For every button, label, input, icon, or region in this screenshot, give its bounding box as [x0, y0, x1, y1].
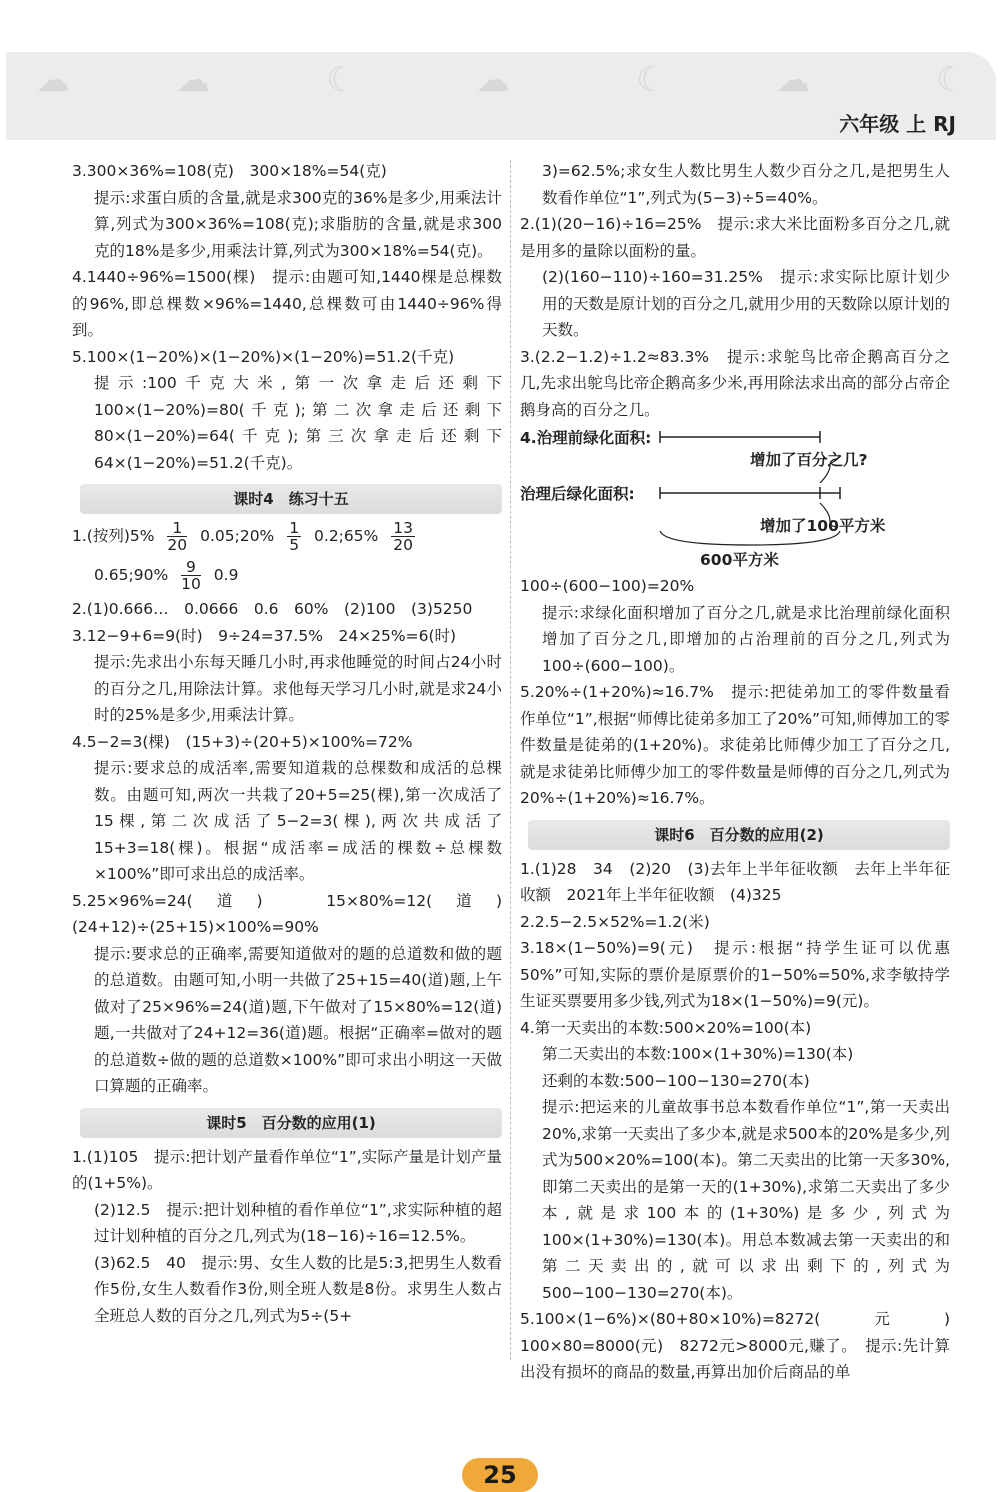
answer-q5: 5.25×96%=24(道) 15×80%=12(道) (24+12)÷(25+15)×100%=90% — [72, 891, 518, 936]
grade-label: 六年级 上 RJ — [839, 112, 956, 136]
hint-3: 提示:求蛋白质的含量,就是求300克的36%是多少,用乘法计算,列式为300×36%=108(克);求脂肪的含量,就是求300克的18%是多少,用乘法计算,列式为300×18%=54(克)。 — [94, 188, 502, 260]
fraction-1-5: $\frac{1}{5}$ — [289, 519, 300, 554]
fraction-1-20: $\frac{1}{20}$ — [167, 519, 188, 554]
answer-b5: 5.100×(1−6%)×(80+80×10%)=8272(元) 100×80=8000(元) 8272元>8000元,赚了。 提示:先计算出没有损坏的商品的数量,再算出加价后商品的单 — [520, 1310, 966, 1381]
answer-3: 3.300×36%=108(克) 300×18%=54(克) — [72, 162, 387, 180]
answer-a4: 100÷(600−100)=20% — [520, 577, 695, 595]
moon-icon: ☾ — [936, 60, 967, 100]
fraction-9-10: $\frac{9}{10}$ — [181, 558, 201, 593]
answer-b3: 3.18×(1−50%)=9(元) 提示:根据“持学生证可以优惠50%”可知,实际的票价是原票价的1−50%=50%,求李敏持学生证买票要用多少钱,列式为18×(1−50%)=9(元)。 — [520, 939, 950, 1010]
q1-text: 0.2;65% — [314, 527, 379, 545]
hint-q4: 提示:要求总的成活率,需要知道栽的总棵数和成活的总棵数。由题可知,两次一共栽了20+5=25(棵),第一次成活了15棵,第二次成活了5−2=3(棵),两次共成活了15+3=18(棵)。根据“成活率=成活的棵数÷总棵数×100%”即可求出总的成活率。 — [94, 759, 502, 883]
answer-b4-2: 第二天卖出的本数:100×(1+30%)=130(本) — [542, 1045, 854, 1063]
answer-q2: 2.(1)0.666… 0.0666 0.6 60% (2)100 (3)5250 — [72, 600, 473, 618]
answer-5: 5.100×(1−20%)×(1−20%)×(1−20%)=51.2(千克) — [72, 347, 455, 366]
section-title-lesson4: 课时4 练习十五 — [80, 484, 502, 514]
answer-a5: 5.20%÷(1+20%)≈16.7% 提示:把徒弟加工的零件数量看作单位“1”,根据“师傅比徒弟多加工了20%”可知,师傅加工的零件数量是徒弟的(1+20%)。求徒弟比师傅少加工了百分之几,就是求徒弟比师傅少加工的零件数量是师傅的百分之几,列式为20%÷(1+20%)≈16.7%。 — [520, 683, 950, 807]
answer-q1-line2 — [72, 559, 502, 592]
line-segment-diagram — [520, 423, 950, 573]
q1-text: 0.9 — [213, 566, 239, 584]
answer-a3: 3.(2.2−1.2)÷1.2≈83.3% 提示:求鸵鸟比帝企鹅高百分之几,先求出鸵鸟比帝企鹅高多少米,再用除法求出高的部分占帝企鹅身高的百分之几。 — [520, 347, 950, 419]
section-title-lesson6: 课时6 百分数的应用(2) — [528, 820, 950, 850]
answer-a2-1: 2.(1)(20−16)÷16=25% 提示:求大米比面粉多百分之几,就是用多的量除以面粉的量。 — [520, 215, 950, 260]
answer-r1-1: 1.(1)105 提示:把计划产量看作单位“1”,实际产量是计划产量的(1+5%)。 — [72, 1147, 502, 1192]
diagram-increase-100: 增加了100平方米 — [760, 517, 886, 535]
answer-r1-2: (2)12.5 提示:把计划种植的看作单位“1”,求实际种植的超过计划种植的百分之几,列式为(18−16)÷16=12.5%。 — [94, 1200, 502, 1245]
answer-4: 4.1440÷96%=1500(棵) 提示:由题可知,1440棵是总棵数的96%,即总棵数×96%=1440,总棵数可由1440÷96%得到。 — [72, 268, 502, 339]
section-title-lesson5: 课时5 百分数的应用(1) — [80, 1108, 502, 1138]
hint-b4: 提示:把运来的儿童故事书总本数看作单位“1”,第一天卖出20%,求第一天卖出了多少本,就是求500本的20%是多少,列式为500×20%=100(本)。第二天卖出的比第一天多30%,即第二天卖出的是第一天的(1+30%),求第二天卖出了多少本,就是求100本的(1+30%)是多少,列式为100×(1+30%)=130(本)。用总本数减去第一天卖出的和第二天卖出的,就可以求出剩下的,列式为500−100−130=270(本)。 — [542, 1098, 950, 1302]
answer-b2: 2.2.5−2.5×52%=1.2(米) — [520, 912, 710, 931]
cloud-icon: ☁ — [176, 60, 210, 100]
answer-a2-2: (2)(160−110)÷160=31.25% 提示:求实际比原计划少用的天数是原计划的百分之几,就用少用的天数除以原计划的天数。 — [542, 268, 950, 339]
answer-q3: 3.12−9+6=9(时) 9÷24=37.5% 24×25%=6(时) — [72, 626, 457, 645]
cloud-icon: ☁ — [776, 60, 810, 100]
hint-a4: 提示:求绿化面积增加了百分之几,就是求比治理前绿化面积增加了百分之几,即增加的占治理前的百分之几,列式为100÷(600−100)。 — [542, 603, 950, 675]
answer-b1: 1.(1)28 34 (2)20 (3)去年上半年征收额 去年上半年征收额 2021年上半年征收额 (4)325 — [520, 859, 950, 904]
right-column — [520, 158, 966, 1386]
moon-icon: ☾ — [326, 60, 357, 100]
page-number: 25 — [462, 1458, 538, 1492]
hint-q3: 提示:先求出小东每天睡几小时,再求他睡觉的时间占24小时的百分之几,用除法计算。求他每天学习几小时,就是求24小时的25%是多少,用乘法计算。 — [94, 653, 502, 724]
hint-5: 提示:100千克大米,第一次拿走后还剩下100×(1−20%)=80(千克);第二次拿走后还剩下80×(1−20%)=64(千克);第三次拿走后还剩下64×(1−20%)=51.2(千克)。 — [94, 374, 502, 472]
moon-icon: ☾ — [636, 60, 667, 100]
q1-text: 0.05;20% — [200, 527, 275, 545]
answer-r1-3: (3)62.5 40 提示:男、女生人数的比是5:3,把男生人数看作5份,女生人数看作3份,则全班人数是8份。求男生人数占全班总人数的百分之几,列式为5÷(5+ — [94, 1253, 502, 1325]
fraction-13-20: $\frac{13}{20}$ — [393, 519, 414, 554]
hint-q5: 提示:要求总的正确率,需要知道做对的题的总道数和做的题的总道数。由题可知,小明一共做了25+15=40(道)题,上午做对了25×96%=24(道)题,下午做对了15×80%=12(道)题,一共做对了24+12=36(道)题。根据“正确率=做对的题的总道数÷做的题的总道数×100%”即可求出小明这一天做口算题的正确率。 — [94, 944, 503, 1095]
q1-text: 1.(按列)5% — [72, 527, 155, 545]
cloud-icon: ☁ — [476, 60, 510, 100]
diagram-total-600: 600平方米 — [700, 551, 779, 569]
q1-text: 0.65;90% — [94, 566, 169, 584]
diagram-label-before: 4.治理前绿化面积: — [520, 429, 652, 447]
left-column — [72, 158, 518, 1329]
cloud-icon: ☁ — [36, 60, 70, 100]
answer-r1-3-cont: 3)=62.5%;求女生人数比男生人数少百分之几,是把男生人数看作单位“1”,列式为(5−3)÷5=40%。 — [542, 162, 950, 207]
diagram-question: 增加了百分之几? — [750, 451, 868, 469]
answer-b4-3: 还剩的本数:500−100−130=270(本) — [542, 1071, 810, 1090]
column-divider — [510, 160, 511, 1360]
diagram-label-after: 治理后绿化面积: — [520, 485, 635, 503]
answer-q4: 4.5−2=3(棵) (15+3)÷(20+5)×100%=72% — [72, 732, 413, 751]
page-header — [6, 52, 996, 140]
answer-q1-line1 — [72, 520, 502, 553]
answer-b4-1: 4.第一天卖出的本数:500×20%=100(本) — [520, 1018, 812, 1037]
